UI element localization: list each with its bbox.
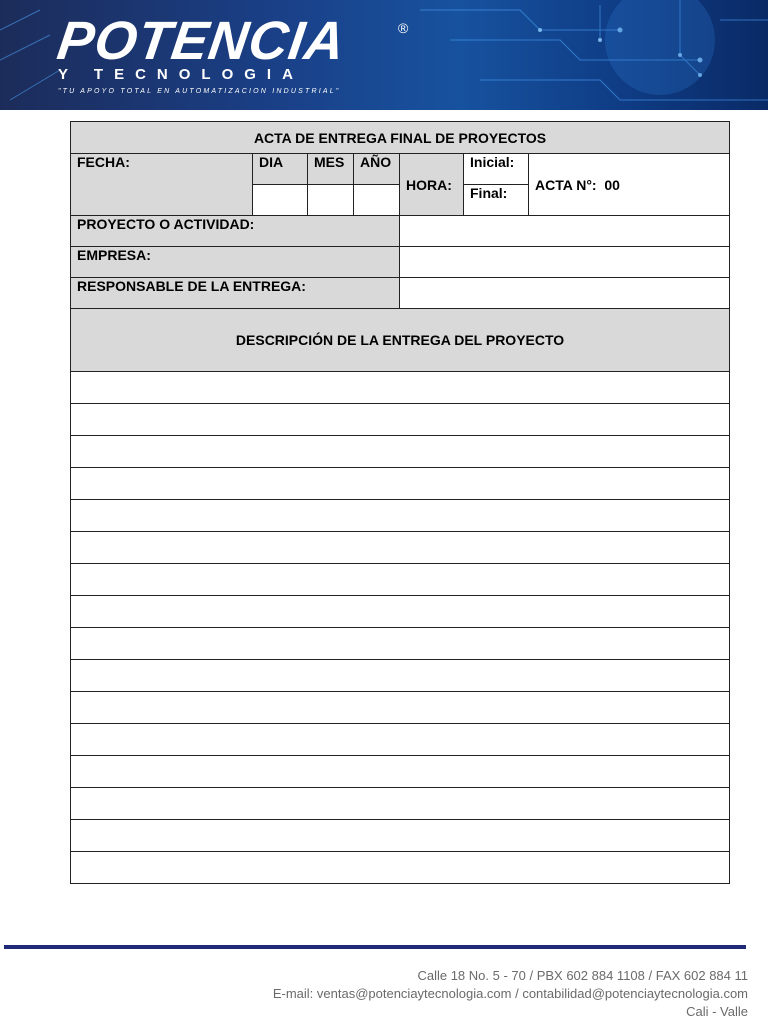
description-line[interactable]	[71, 756, 730, 788]
description-line[interactable]	[71, 788, 730, 820]
delivery-form-table	[70, 121, 730, 884]
description-line[interactable]	[71, 532, 730, 564]
responsable-field[interactable]	[400, 278, 730, 309]
ano-field[interactable]	[354, 185, 400, 216]
acta-number-value[interactable]: 00	[604, 176, 620, 193]
description-line[interactable]	[71, 596, 730, 628]
empresa-label: EMPRESA:	[71, 247, 400, 278]
description-line[interactable]	[71, 564, 730, 596]
hora-final-label: Final:	[464, 185, 529, 216]
registered-mark: ®	[398, 20, 409, 36]
acta-number-label: ACTA N°:	[535, 176, 597, 193]
footer-address: Calle 18 No. 5 - 70 / PBX 602 884 1108 / FAX 602 884 11	[417, 968, 748, 983]
form-title: ACTA DE ENTREGA FINAL DE PROYECTOS	[71, 122, 730, 154]
ano-label: AÑO	[354, 154, 400, 185]
acta-number-cell	[529, 154, 730, 216]
description-line[interactable]	[71, 468, 730, 500]
fecha-label: FECHA:	[71, 154, 253, 216]
hora-inicial-label: Inicial:	[464, 154, 529, 185]
description-line[interactable]	[71, 660, 730, 692]
proyecto-field[interactable]	[400, 216, 730, 247]
description-line[interactable]	[71, 820, 730, 852]
dia-label: DIA	[253, 154, 308, 185]
proyecto-label: PROYECTO O ACTIVIDAD:	[71, 216, 400, 247]
description-line[interactable]	[71, 852, 730, 884]
footer-divider	[4, 945, 746, 949]
footer-city: Cali - Valle	[686, 1004, 748, 1019]
description-line[interactable]	[71, 372, 730, 404]
mes-label: MES	[308, 154, 354, 185]
brand-logo: POTENCIA	[53, 11, 350, 71]
mes-field[interactable]	[308, 185, 354, 216]
description-line[interactable]	[71, 404, 730, 436]
description-line[interactable]	[71, 500, 730, 532]
description-line[interactable]	[71, 628, 730, 660]
header-banner	[0, 0, 768, 110]
dia-field[interactable]	[253, 185, 308, 216]
brand-slogan: "TU APOYO TOTAL EN AUTOMATIZACION INDUSTRIAL"	[58, 88, 341, 95]
hora-label: HORA:	[400, 154, 464, 216]
description-line[interactable]	[71, 724, 730, 756]
responsable-label: RESPONSABLE DE LA ENTREGA:	[71, 278, 400, 309]
brand-subtitle: Y TECNOLOGIA	[58, 66, 304, 83]
description-line[interactable]	[71, 692, 730, 724]
description-header: DESCRIPCIÓN DE LA ENTREGA DEL PROYECTO	[71, 309, 730, 372]
empresa-field[interactable]	[400, 247, 730, 278]
footer-email: E-mail: ventas@potenciaytecnologia.com / contabilidad@potenciaytecnologia.com	[272, 986, 748, 1001]
description-line[interactable]	[71, 436, 730, 468]
